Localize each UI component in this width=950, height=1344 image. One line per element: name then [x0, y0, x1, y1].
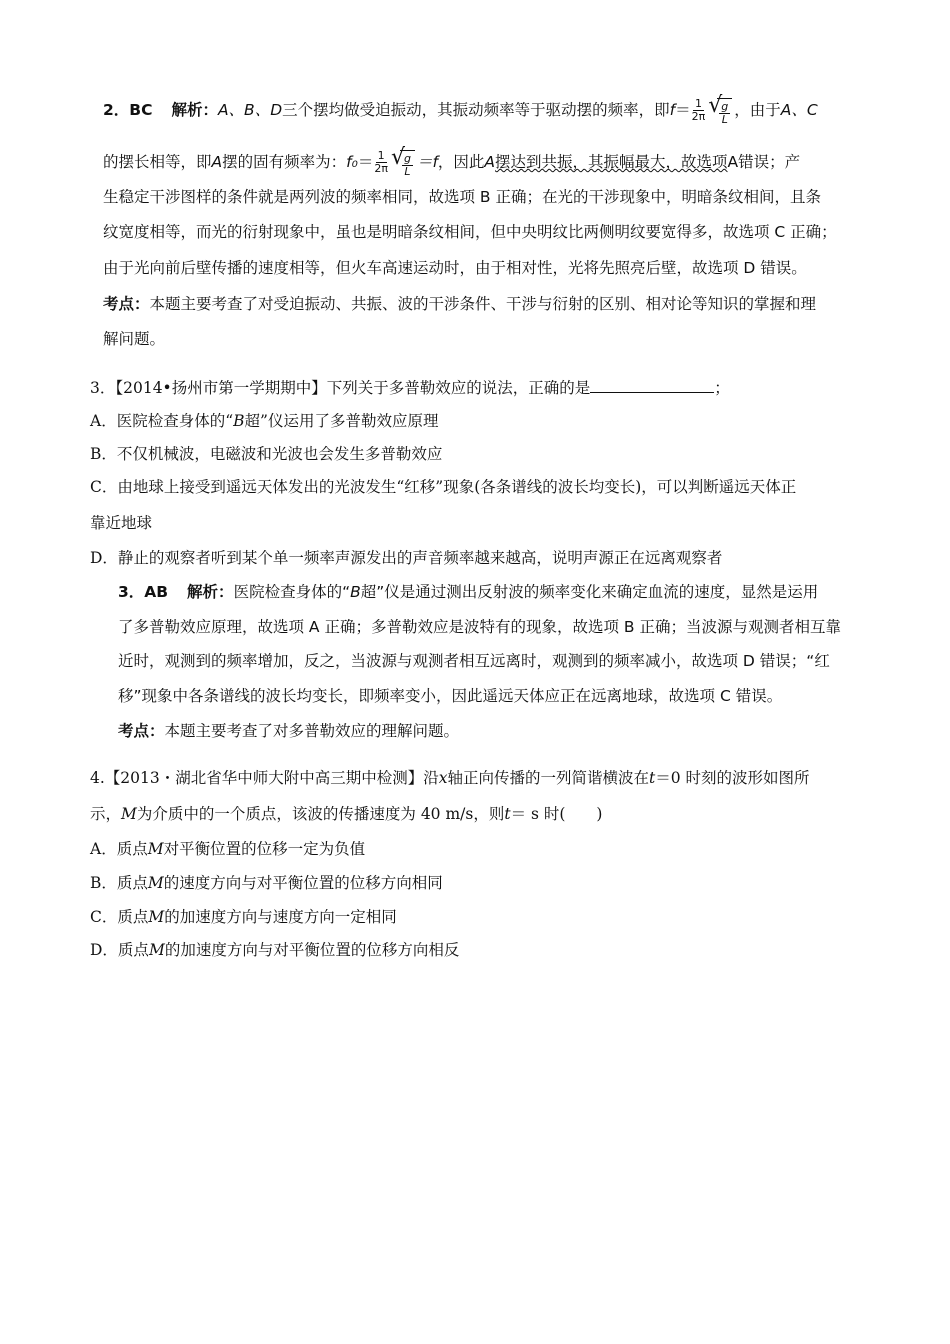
q2-kaodian-line-2: 解问题。	[103, 330, 166, 348]
a3-number: 3．	[118, 583, 145, 601]
q2-jiexi-label: 解析：	[171, 101, 218, 119]
q3-stem	[90, 378, 730, 398]
q4-option-d-text: D．质点	[90, 941, 149, 959]
q2-sqrt-num: g	[721, 100, 729, 113]
q4-m-symbol: M	[147, 874, 164, 892]
q4-option-d	[90, 940, 459, 960]
q4-option-b	[90, 873, 443, 893]
q2-text-a: A	[211, 153, 223, 171]
q2-text-abd: A、B、D	[217, 101, 283, 119]
a3-text: 超”仪是通过测出反射波的频率变化来确定血流的速度，显然是运用	[360, 583, 819, 601]
q2-answer: BC	[129, 101, 153, 119]
q2-sqrt-den: L	[721, 113, 728, 126]
q2-text: ，因此	[437, 153, 485, 171]
q4-option-d-text: 的加速度方向与对平衡位置的位移方向相反	[164, 941, 460, 959]
q4-x-symbol: x	[438, 769, 448, 787]
q2-frac-den: 2π	[691, 110, 706, 123]
q2-f-symbol: f	[669, 101, 676, 119]
q4-stem-text: 轴正向传播的一列简谐横波在	[447, 769, 650, 787]
q3-option-a-b: B	[233, 412, 245, 430]
q4-option-b-text: B．质点	[90, 874, 148, 892]
q4-stem-text: 示，	[90, 805, 122, 823]
a3-kaodian-label: 考点：	[118, 722, 165, 740]
q3-option-d: D．静止的观察者听到某个单一频率声源发出的声音频率越来越高，说明声源正在远离观察者	[90, 549, 723, 567]
q2-sqrt-den: L	[404, 165, 411, 178]
q2-kaodian-label: 考点：	[103, 295, 150, 313]
a3-line-3: 近时，观测到的频率增加，反之，当波源与观测者相互远离时，观测到的频率减小，故选项 D 错误；“红	[118, 652, 830, 670]
q2-equals: ＝	[675, 101, 691, 119]
q4-stem-text: ＝ s 时( )	[510, 805, 603, 823]
q2-frac-den: 2π	[374, 162, 388, 175]
q4-m-symbol: M	[121, 805, 137, 823]
q4-m-symbol: M	[147, 840, 164, 858]
a3-answer: AB	[144, 583, 169, 601]
q2-text: 摆达到共振，其振幅最大，故选项	[495, 153, 728, 171]
a3-line-4: 移”现象中各条谱线的波长均变长，即频率变小，因此遥远天体应正在远离地球，故选项 C 错误。	[118, 687, 783, 705]
q3-option-c-line-2: 靠近地球	[90, 514, 153, 532]
a3-line-1	[118, 582, 818, 602]
a3-kaodian-text: 本题主要考查了对多普勒效应的理解问题。	[164, 722, 460, 740]
q2-equals: ＝	[357, 153, 374, 171]
q3-stem-end: ；	[714, 379, 730, 397]
q2-frac-num: 1	[694, 97, 702, 110]
q4-m-symbol: M	[148, 908, 165, 926]
q4-m-symbol: M	[148, 941, 165, 959]
q2-text-ac: A、C	[780, 101, 818, 119]
q3-option-b: B．不仅机械波，电磁波和光波也会发生多普勒效应	[90, 445, 443, 463]
q4-stem-line-1	[90, 768, 810, 788]
q4-stem-line-2	[90, 804, 602, 824]
q4-t-symbol: t	[649, 769, 656, 787]
q2-line-2	[103, 147, 800, 178]
q2-line-1	[103, 95, 818, 126]
q2-f0-symbol: f₀	[346, 153, 358, 171]
q4-stem-text: 为介质中的一个质点，该波的传播速度为 40 m/s，则	[136, 805, 505, 823]
q2-sqrt: √ $\frac{g}{L}$	[708, 95, 732, 126]
a3-line-2: 了多普勒效应原理，故选项 A 正确；多普勒效应是波特有的现象，故选项 B 正确；当波源与观测者相互靠	[118, 618, 841, 636]
q4-stem-text: ＝0 时刻的波形如图所	[655, 769, 810, 787]
q4-option-c-text: 的加速度方向与速度方向一定相同	[164, 908, 397, 926]
q3-option-c-line-1: C．由地球上接受到遥远天体发出的光波发生“红移”现象(各条谱线的波长均变长)，可以判断遥远天体正	[90, 478, 797, 496]
q3-option-a-text: 超”仪运用了多普勒效应原理	[244, 412, 439, 430]
a3-text: 医院检查身体的“	[233, 583, 351, 601]
q4-option-a-text: A．质点	[90, 840, 148, 858]
q2-text: 摆的固有频率为：	[222, 153, 347, 171]
q2-kaodian-line-1	[103, 294, 816, 314]
q4-option-c	[90, 907, 397, 927]
a3-text-b: B	[350, 583, 361, 601]
q2-frac-num: 1	[377, 149, 385, 162]
q4-option-c-text: C．质点	[90, 908, 149, 926]
q4-option-b-text: 的速度方向与对平衡位置的位移方向相同	[163, 874, 443, 892]
q2-text: 错误；产	[738, 153, 801, 171]
q2-line-5: 由于光向前后壁传播的速度相等，但火车高速运动时，由于相对性，光将先照亮后壁，故选项 D 错误。	[103, 259, 807, 277]
q2-number: 2．	[103, 101, 130, 119]
a3-kaodian	[118, 721, 459, 741]
q2-text: ，由于	[734, 101, 781, 119]
q3-answer-blank	[590, 378, 714, 393]
q2-text: 三个摆均做受迫振动，其振动频率等于驱动摆的频率，即	[282, 101, 670, 119]
q2-equals-f: ＝f	[416, 153, 438, 171]
q4-stem-text: 4.【2013・湖北省华中师大附中高三期中检测】沿	[90, 769, 439, 787]
a3-jiexi-label: 解析：	[187, 583, 234, 601]
q2-kaodian-text: 本题主要考查了对受迫振动、共振、波的干涉条件、干涉与衍射的区别、相对论等知识的掌握和理	[149, 295, 817, 313]
q4-option-a-text: 对平衡位置的位移一定为负值	[163, 840, 366, 858]
q4-option-a	[90, 839, 365, 859]
q3-option-a	[90, 411, 438, 431]
q2-sqrt-num: g	[403, 152, 411, 165]
q2-sqrt-2: √ $\frac{g}{L}$	[391, 147, 415, 178]
q3-option-a-text: A．医院检查身体的“	[90, 412, 234, 430]
q3-stem-text: 3．【2014•扬州市第一学期期中】下列关于多普勒效应的说法，正确的是	[90, 379, 591, 397]
q2-line-3: 生稳定干涉图样的条件就是两列波的频率相同，故选项 B 正确；在光的干涉现象中，明暗条纹相间，且条	[103, 188, 821, 206]
q2-fraction-2	[374, 150, 388, 175]
q2-fraction	[692, 98, 706, 123]
q2-text: 的摆长相等，即	[103, 153, 212, 171]
q2-line-4: 纹宽度相等，而光的衍射现象中，虽也是明暗条纹相间，但中央明纹比两侧明纹要宽得多，故选项 C 正确；	[103, 223, 837, 241]
q2-text-a: A	[727, 153, 739, 171]
q4-t-symbol: t	[504, 805, 511, 823]
q2-text-a: A	[484, 153, 496, 171]
